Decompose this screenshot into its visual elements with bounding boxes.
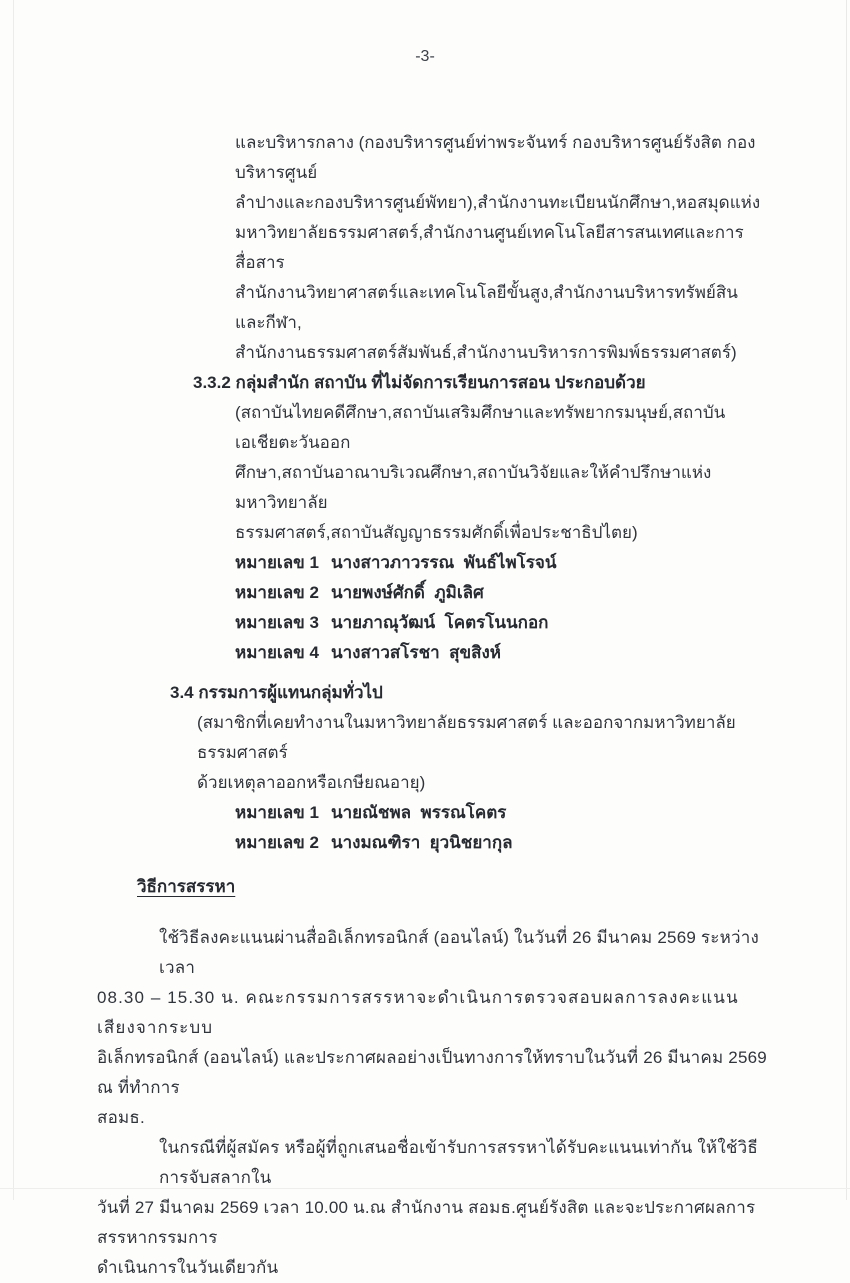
candidate-row [235, 548, 850, 578]
paragraph-line: ด้วยเหตุลาออกหรือเกษียณอายุ) [197, 773, 426, 792]
paragraph-line: ลำปางและกองบริหารศูนย์พัทยา),สำนักงานทะเบียนนักศึกษา,หอสมุดแห่ง [235, 193, 761, 212]
candidate-row [235, 578, 850, 608]
candidate-number: หมายเลข 2 [235, 583, 319, 602]
paragraph-line: สอมธ. [97, 1108, 145, 1127]
candidate-name: นางสาวสโรชา สุขสิงห์ [331, 643, 501, 662]
section-heading-332: 3.3.2 กลุ่มสำนัก สถาบัน ที่ไม่จัดการเรียนการสอน ประกอบด้วย [193, 373, 646, 392]
paragraph-continuation [235, 128, 762, 368]
candidate-name: นางสาวภาวรรณ พันธ์ไพโรจน์ [331, 553, 557, 572]
section-34-description [197, 708, 740, 798]
candidate-row [235, 828, 850, 858]
paragraph-line: ใช้วิธีลงคะแนนผ่านสื่ออิเล็กทรอนิกส์ (ออนไลน์) ในวันที่ 26 มีนาคม 2569 ระหว่างเวลา [159, 928, 759, 977]
paragraph-line: สำนักงานวิทยาศาสตร์และเทคโนโลยีขั้นสูง,สำนักงานบริหารทรัพย์สินและกีฬา, [235, 283, 738, 332]
document-body [0, 128, 850, 1283]
paragraph-line: ศึกษา,สถาบันอาณาบริเวณศึกษา,สถาบันวิจัยและให้คำปรึกษาแห่งมหาวิทยาลัย [235, 463, 712, 512]
candidate-row [235, 608, 850, 638]
candidate-name: นายณัชพล พรรณโคตร [331, 803, 507, 822]
paragraph-line: (สถาบันไทยคดีศึกษา,สถาบันเสริมศึกษาและทรัพยากรมนุษย์,สถาบันเอเชียตะวันออก [235, 403, 726, 452]
candidate-number: หมายเลข 2 [235, 833, 319, 852]
paragraph-line: ธรรมศาสตร์,สถาบันสัญญาธรรมศักดิ์เพื่อประชาธิปไตย) [235, 523, 638, 542]
candidate-number: หมายเลข 1 [235, 803, 319, 822]
candidate-name: นายภาณุวัฒน์ โคตรโนนกอก [331, 613, 549, 632]
candidate-number: หมายเลข 3 [235, 613, 319, 632]
method-paragraph-2 [97, 1133, 770, 1283]
candidate-number: หมายเลข 1 [235, 553, 319, 572]
method-paragraph-1 [97, 923, 770, 1133]
section-heading-34: 3.4 กรรมการผู้แทนกลุ่มทั่วไป [170, 683, 383, 702]
candidate-number: หมายเลข 4 [235, 643, 319, 662]
paragraph-line: มหาวิทยาลัยธรรมศาสตร์,สำนักงานศูนย์เทคโนโลยีสารสนเทศและการสื่อสาร [235, 223, 744, 272]
page-number: -3- [415, 48, 435, 65]
candidate-row [235, 638, 850, 668]
paragraph-line: สำนักงานธรรมศาสตร์สัมพันธ์,สำนักงานบริหารการพิมพ์ธรรมศาสตร์) [235, 343, 737, 362]
candidate-name: นายพงษ์ศักดิ์ ภูมิเลิศ [331, 583, 484, 602]
paragraph-line: อิเล็กทรอนิกส์ (ออนไลน์) และประกาศผลอย่างเป็นทางการให้ทราบในวันที่ 26 มีนาคม 2569 ณ ที่ทำการ [97, 1048, 767, 1097]
paragraph-line: และบริหารกลาง (กองบริหารศูนย์ท่าพระจันทร์ กองบริหารศูนย์รังสิต กองบริหารศูนย์ [235, 133, 756, 182]
paragraph-line: ในกรณีที่ผู้สมัคร หรือผู้ที่ถูกเสนอชื่อเข้ารับการสรรหาได้รับคะแนนเท่ากัน ให้ใช้วิธีการจับสลากใน [159, 1138, 758, 1187]
section-332-description [235, 398, 762, 548]
paragraph-line: ดำเนินการในวันเดียวกัน [97, 1258, 279, 1277]
method-heading: วิธีการสรรหา [137, 877, 236, 896]
paragraph-line: วันที่ 27 มีนาคม 2569 เวลา 10.00 น.ณ สำนักงาน สอมธ.ศูนย์รังสิต และจะประกาศผลการสรรหากรรมการ [97, 1198, 756, 1247]
paragraph-line: 08.30 – 15.30 น. คณะกรรมการสรรหาจะดำเนินการตรวจสอบผลการลงคะแนนเสียงจากระบบ [97, 988, 739, 1037]
candidate-name: นางมณฑิรา ยุวนิชยากุล [331, 833, 513, 852]
candidate-row [235, 798, 850, 828]
paragraph-line: (สมาชิกที่เคยทำงานในมหาวิทยาลัยธรรมศาสตร์ และออกจากมหาวิทยาลัยธรรมศาสตร์ [197, 713, 736, 762]
